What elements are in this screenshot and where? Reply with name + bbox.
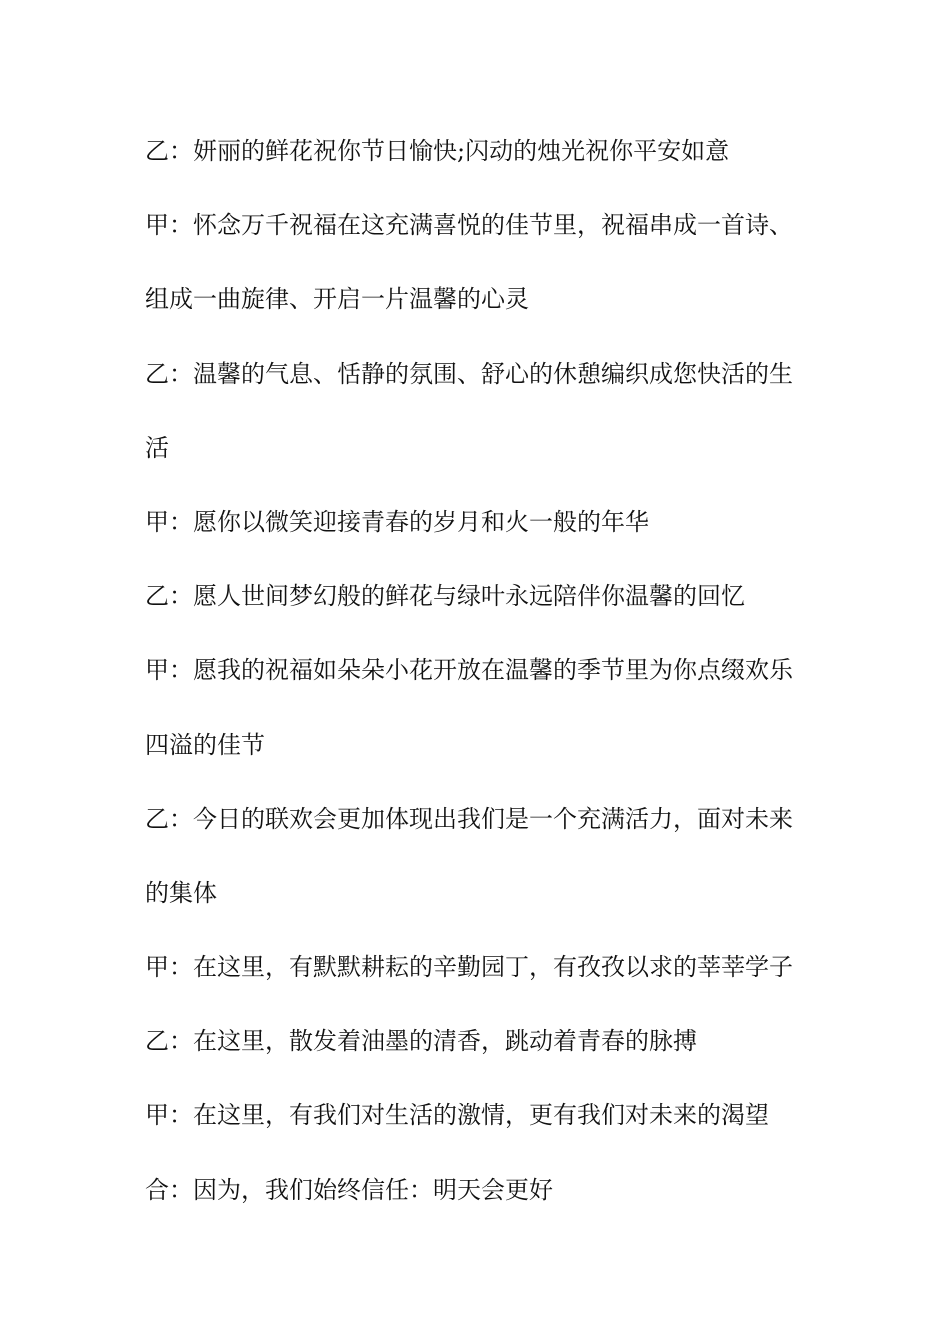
text-line: 乙：今日的联欢会更加体现出我们是一个充满活力，面对未来 (145, 804, 793, 833)
text-line: 乙：在这里，散发着油墨的清香，跳动着青春的脉搏 (145, 1027, 697, 1056)
text-line: 四溢的佳节 (145, 730, 265, 759)
text-line: 合：因为，我们始终信任：明天会更好 (145, 1175, 553, 1204)
text-line: 活 (145, 433, 169, 462)
text-line: 甲：在这里，有默默耕耘的辛勤园丁，有孜孜以求的莘莘学子 (145, 953, 793, 982)
text-line: 乙：妍丽的鲜花祝你节日愉快;闪动的烛光祝你平安如意 (145, 137, 730, 165)
text-line: 甲：愿我的祝福如朵朵小花开放在温馨的季节里为你点缀欢乐 (145, 656, 793, 685)
text-line: 的集体 (145, 878, 217, 907)
document-body (145, 130, 815, 1243)
text-line: 甲：怀念万千祝福在这充满喜悦的佳节里，祝福串成一首诗、 (145, 211, 793, 240)
text-line: 甲：愿你以微笑迎接青春的岁月和火一般的年华 (145, 507, 649, 536)
text-line: 甲：在这里，有我们对生活的激情，更有我们对未来的渴望 (145, 1101, 769, 1130)
text-line: 乙：温馨的气息、恬静的氛围、舒心的休憩编织成您快活的生 (145, 359, 793, 388)
text-line: 乙：愿人世间梦幻般的鲜花与绿叶永远陪伴你温馨的回忆 (145, 582, 745, 611)
text-line: 组成一曲旋律、开启一片温馨的心灵 (145, 285, 529, 314)
